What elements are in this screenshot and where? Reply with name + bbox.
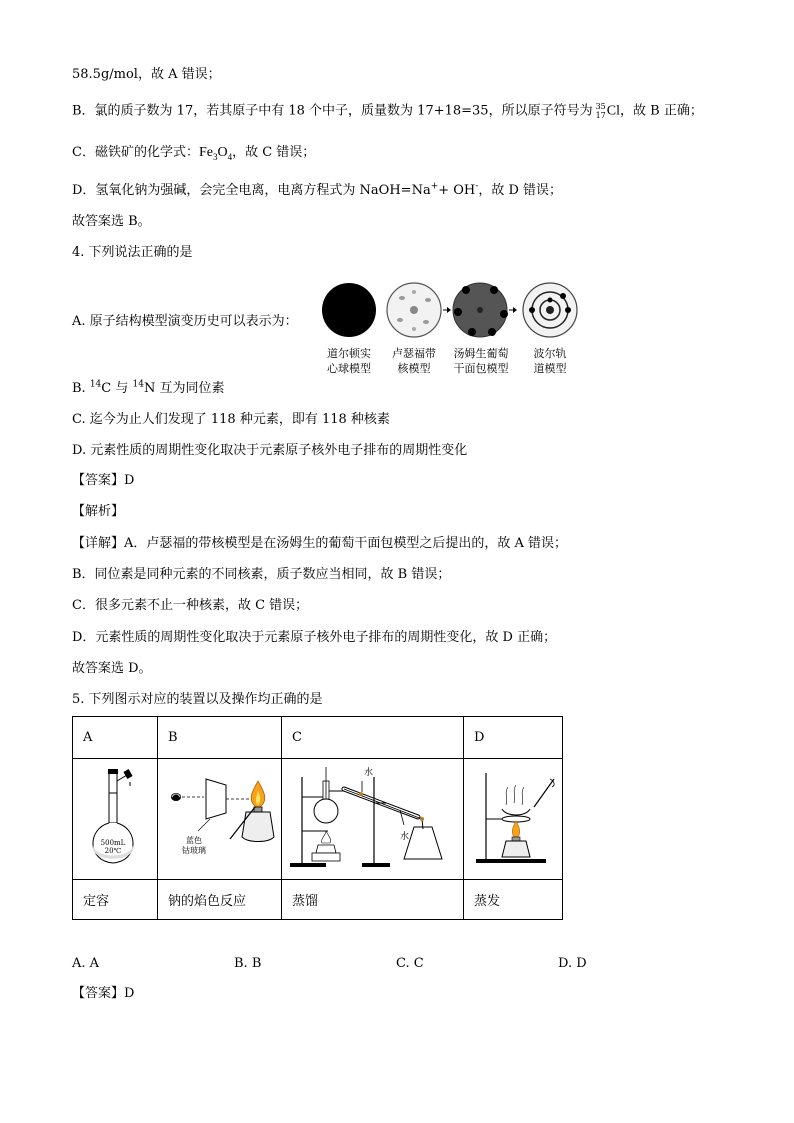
cobalt-glass-label-1: 蓝色 (186, 836, 202, 845)
header-c: C (282, 717, 464, 759)
volumetric-flask-icon (73, 759, 157, 875)
answer-4: 【答案】D (72, 473, 135, 488)
water-out-label: 水 (400, 832, 410, 842)
header-a: A (73, 717, 158, 759)
isotope-notation: 35 17 (595, 102, 606, 120)
water-in-label: 水 (364, 768, 374, 778)
question-4-stem: 4. 下列说法正确的是 (72, 245, 193, 260)
thomson-model-icon (453, 283, 508, 337)
header-d: D (464, 717, 563, 759)
detail-conclusion: 故答案选 D。 (72, 661, 152, 676)
atom-label-thomson: 汤姆生葡萄 干面包模型 (453, 347, 509, 375)
question-5-stem: 5. 下列图示对应的装置以及操作均正确的是 (72, 692, 323, 707)
caption-c: 蒸馏 (282, 880, 464, 920)
dalton-model-icon (322, 283, 376, 337)
atom-label-bohr: 波尔轨 道模型 (533, 347, 567, 375)
bohr-model-icon (523, 283, 577, 337)
answer-5: 【答案】D (72, 986, 135, 1001)
rutherford-model-icon (387, 283, 441, 337)
caption-a: 定容 (73, 880, 158, 920)
answer-conclusion-3: 故答案选 B。 (72, 214, 151, 229)
cell-c-figure (282, 759, 464, 880)
detail-line-d: D．元素性质的周期性变化取决于元素原子核外电子排布的周期性变化，故 D 正确； (72, 630, 557, 645)
detail-line-a: 【详解】A．卢瑟福的带核模型是在汤姆生的葡萄干面包模型之后提出的，故 A 错误； (72, 536, 568, 551)
question-4-option-a: A. 原子结构模型演变历史可以表示为： (72, 314, 298, 329)
apparatus-table (72, 716, 563, 920)
flask-volume-label: 500mL (100, 839, 126, 847)
caption-d: 蒸发 (464, 880, 563, 920)
atomic-models-svg (318, 278, 588, 348)
answer-line-b: B．氯的质子数为 17，若其原子中有 18 个中子，质量数为 17+18=35，所以原子符号为 35 17 Cl，故 B 正确； (72, 102, 703, 120)
cobalt-glass-label-2: 钴玻璃 (182, 846, 206, 855)
option-b: B. B (234, 956, 262, 971)
flame-test-icon (158, 759, 281, 875)
cell-a-figure (73, 759, 158, 880)
cell-d-figure (464, 759, 563, 880)
header-b: B (158, 717, 282, 759)
distillation-icon (282, 759, 463, 875)
detail-line-c: C．很多元素不止一种核素，故 C 错误； (72, 598, 309, 613)
cell-b-figure (158, 759, 282, 880)
option-a: A. A (72, 956, 100, 971)
analysis-heading: 【解析】 (72, 504, 125, 519)
evaporation-icon (464, 759, 562, 875)
flask-temp-label: 20℃ (104, 847, 122, 855)
option-d: D. D (558, 956, 587, 971)
question-4-option-b: B. $^{14}$C 与 $^{14}$N 互为同位素 (72, 379, 225, 396)
question-4-option-d: D. 元素性质的周期性变化取决于元素原子核外电子排布的周期性变化 (72, 443, 468, 458)
answer-line-d: D．氢氧化钠为强碱，会完全电离，电离方程式为 NaOH=Na++ OH-，故 D 错误； (72, 181, 563, 198)
magnetite-formula: $Fe_3O_4$ (198, 145, 233, 162)
atom-label-rutherford: 卢瑟福带 核模型 (392, 347, 436, 375)
caption-b: 钠的焰色反应 (158, 880, 282, 920)
answer-line-1: 58.5g/mol，故 A 错误； (72, 67, 221, 82)
question-4-option-c: C. 迄今为止人们发现了 118 种元素，即有 118 种核素 (72, 412, 390, 427)
answer-line-c: C．磁铁矿的化学式：$Fe_3O_4$，故 C 错误； (72, 145, 316, 162)
atomic-model-figure (318, 278, 588, 378)
option-c: C. C (396, 956, 424, 971)
detail-line-b: B．同位素是同种元素的不同核素，质子数应当相同，故 B 错误； (72, 567, 451, 582)
atom-label-dalton: 道尔顿实 心球模型 (327, 347, 371, 375)
